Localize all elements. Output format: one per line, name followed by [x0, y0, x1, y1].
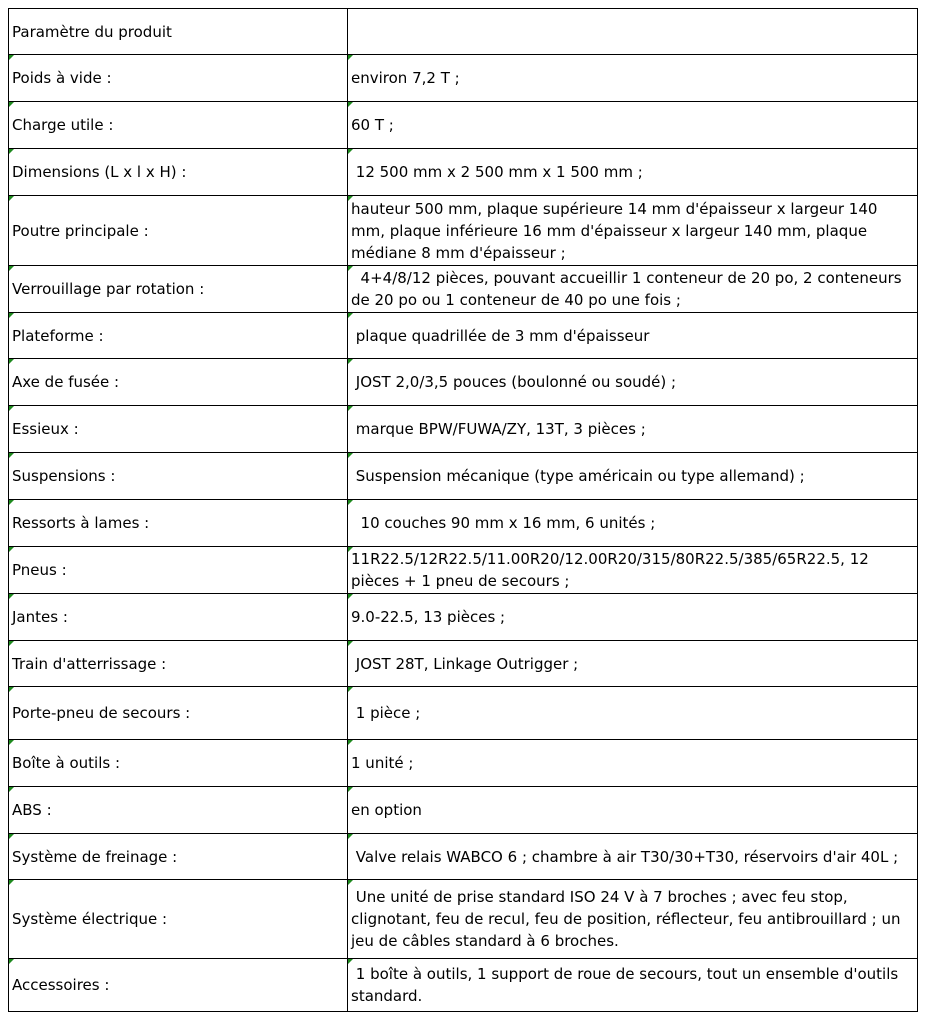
parameter-label: Axe de fusée : [12, 373, 120, 391]
cell-marker-icon [348, 740, 353, 745]
parameter-value: 9.0-22.5, 13 pièces ; [351, 608, 506, 626]
cell-marker-icon [9, 880, 14, 885]
parameter-label: Verrouillage par rotation : [12, 280, 205, 298]
cell-marker-icon [9, 547, 14, 552]
cell-marker-icon [348, 500, 353, 505]
parameter-label: Porte-pneu de secours : [12, 704, 191, 722]
table-row [9, 149, 918, 196]
parameter-value: 10 couches 90 mm x 16 mm, 6 unités ; [351, 514, 656, 532]
cell-marker-icon [9, 149, 14, 154]
cell-marker-icon [9, 834, 14, 839]
parameter-value: 1 boîte à outils, 1 support de roue de secours, tout un ensemble d'outils standard. [351, 965, 903, 1005]
parameter-value-cell[interactable] [348, 196, 918, 266]
parameter-value: 4+4/8/12 pièces, pouvant accueillir 1 conteneur de 20 po, 2 conteneurs de 20 po ou 1 conteneur de 40 po une fois ; [351, 269, 907, 309]
parameter-value-cell[interactable] [348, 500, 918, 547]
table-row [9, 406, 918, 453]
parameter-label: Dimensions (L x l x H) : [12, 163, 187, 181]
cell-marker-icon [348, 959, 353, 964]
parameter-value: marque BPW/FUWA/ZY, 13T, 3 pièces ; [351, 420, 646, 438]
table-row [9, 959, 918, 1012]
table-row [9, 687, 918, 740]
parameter-value-cell[interactable] [348, 594, 918, 641]
parameter-value-cell[interactable] [348, 149, 918, 196]
table-row [9, 787, 918, 834]
parameter-value: hauteur 500 mm, plaque supérieure 14 mm d'épaisseur x largeur 140 mm, plaque inférieure 16 mm d'épaisseur x largeur 140 mm, plaque médiane 8 mm d'épaisseur ; [351, 199, 883, 262]
parameter-value-cell[interactable] [348, 787, 918, 834]
cell-marker-icon [348, 453, 353, 458]
table-row [9, 359, 918, 406]
cell-marker-icon [348, 102, 353, 107]
parameter-value: 1 pièce ; [351, 704, 421, 722]
cell-marker-icon [348, 547, 353, 552]
parameter-label-cell[interactable] [9, 359, 348, 406]
parameter-value-cell[interactable] [348, 102, 918, 149]
table-row [9, 547, 918, 594]
cell-marker-icon [348, 55, 353, 60]
cell-marker-icon [9, 266, 14, 271]
parameter-value: environ 7,2 T ; [351, 69, 460, 87]
parameter-label-cell[interactable] [9, 500, 348, 547]
table-row [9, 102, 918, 149]
parameter-label-cell[interactable] [9, 313, 348, 359]
parameter-value: 60 T ; [351, 116, 394, 134]
parameter-label-cell[interactable] [9, 547, 348, 594]
parameter-label-cell[interactable] [9, 641, 348, 687]
cell-marker-icon [9, 102, 14, 107]
cell-marker-icon [348, 406, 353, 411]
parameter-value-cell[interactable] [348, 406, 918, 453]
parameter-label-cell[interactable] [9, 594, 348, 641]
cell-marker-icon [9, 453, 14, 458]
parameter-label: Poids à vide : [12, 69, 112, 87]
header-label: Paramètre du produit [12, 22, 172, 41]
cell-marker-icon [9, 787, 14, 792]
parameter-value-cell[interactable] [348, 547, 918, 594]
cell-marker-icon [9, 359, 14, 364]
parameter-label-cell[interactable] [9, 266, 348, 313]
parameter-label-cell[interactable] [9, 453, 348, 500]
parameter-label: Système de freinage : [12, 847, 178, 866]
parameter-value-cell[interactable] [348, 740, 918, 787]
parameter-label: Poutre principale : [12, 221, 149, 240]
cell-marker-icon [348, 149, 353, 154]
parameter-value: Suspension mécanique (type américain ou type allemand) ; [351, 467, 805, 485]
header-value-cell[interactable] [348, 9, 918, 55]
table-row [9, 594, 918, 641]
parameter-value: 11R22.5/12R22.5/11.00R20/12.00R20/315/80R22.5/385/65R22.5, 12 pièces + 1 pneu de secours ; [351, 550, 874, 590]
table-row [9, 500, 918, 547]
header-row [9, 9, 918, 55]
parameter-label: Charge utile : [12, 116, 114, 134]
parameter-value-cell[interactable] [348, 641, 918, 687]
table-row [9, 740, 918, 787]
cell-marker-icon [348, 880, 353, 885]
parameter-value: 12 500 mm x 2 500 mm x 1 500 mm ; [351, 163, 643, 181]
parameter-label-cell[interactable] [9, 196, 348, 266]
parameter-label: Essieux : [12, 420, 79, 438]
cell-marker-icon [348, 196, 353, 201]
parameter-label-cell[interactable] [9, 55, 348, 102]
cell-marker-icon [9, 740, 14, 745]
table-row [9, 55, 918, 102]
parameter-label-cell[interactable] [9, 959, 348, 1012]
parameter-label: Ressorts à lames : [12, 514, 150, 532]
parameter-label: Accessoires : [12, 976, 110, 994]
table-row [9, 313, 918, 359]
parameter-value-cell[interactable] [348, 453, 918, 500]
table-row [9, 453, 918, 500]
cell-marker-icon [348, 313, 353, 318]
parameter-value: en option [351, 801, 422, 819]
parameter-value-cell[interactable] [348, 55, 918, 102]
product-parameters-table [8, 8, 918, 1012]
table-row [9, 196, 918, 266]
parameter-value: plaque quadrillée de 3 mm d'épaisseur [351, 326, 650, 345]
cell-marker-icon [9, 594, 14, 599]
parameter-value: Valve relais WABCO 6 ; chambre à air T30/30+T30, réservoirs d'air 40L ; [351, 847, 899, 866]
parameter-value-cell[interactable] [348, 959, 918, 1012]
parameter-label-cell[interactable] [9, 102, 348, 149]
cell-marker-icon [9, 313, 14, 318]
parameter-value-cell[interactable] [348, 880, 918, 959]
parameter-label-cell[interactable] [9, 687, 348, 740]
cell-marker-icon [9, 687, 14, 692]
cell-marker-icon [348, 687, 353, 692]
parameter-label-cell[interactable] [9, 787, 348, 834]
parameter-value-cell[interactable] [348, 834, 918, 880]
parameter-label: Suspensions : [12, 467, 116, 485]
parameter-value: 1 unité ; [351, 754, 414, 772]
parameter-label: Train d'atterrissage : [12, 654, 167, 673]
cell-marker-icon [9, 55, 14, 60]
cell-marker-icon [9, 959, 14, 964]
parameter-value-cell[interactable] [348, 266, 918, 313]
table-row [9, 266, 918, 313]
parameter-label: Pneus : [12, 561, 67, 579]
cell-marker-icon [9, 196, 14, 201]
parameter-value: JOST 28T, Linkage Outrigger ; [351, 654, 579, 673]
parameter-label: Boîte à outils : [12, 754, 121, 772]
cell-marker-icon [348, 834, 353, 839]
table-row [9, 834, 918, 880]
parameter-label-cell[interactable] [9, 406, 348, 453]
cell-marker-icon [9, 406, 14, 411]
cell-marker-icon [348, 594, 353, 599]
parameter-label-cell[interactable] [9, 740, 348, 787]
parameter-label: Jantes : [12, 608, 68, 626]
parameter-value-cell[interactable] [348, 687, 918, 740]
cell-marker-icon [348, 641, 353, 646]
cell-marker-icon [348, 359, 353, 364]
parameter-value: JOST 2,0/3,5 pouces (boulonné ou soudé) ; [351, 373, 677, 391]
parameter-label-cell[interactable] [9, 834, 348, 880]
parameter-label: ABS : [12, 801, 52, 819]
parameter-value-cell[interactable] [348, 313, 918, 359]
table-body [9, 9, 918, 1012]
parameter-label: Système électrique : [12, 910, 168, 928]
parameter-value-cell[interactable] [348, 359, 918, 406]
table-row [9, 880, 918, 959]
cell-marker-icon [348, 266, 353, 271]
parameter-label-cell[interactable] [9, 149, 348, 196]
header-label-cell[interactable] [9, 9, 348, 55]
table-row [9, 641, 918, 687]
parameter-label-cell[interactable] [9, 880, 348, 959]
cell-marker-icon [348, 787, 353, 792]
parameter-label: Plateforme : [12, 326, 104, 345]
cell-marker-icon [9, 500, 14, 505]
cell-marker-icon [9, 641, 14, 646]
parameter-value: Une unité de prise standard ISO 24 V à 7 broches ; avec feu stop, clignotant, feu de recul, feu de position, réflecteur, feu antibrouillard ; un jeu de câbles standard à 6 broches. [351, 888, 906, 950]
